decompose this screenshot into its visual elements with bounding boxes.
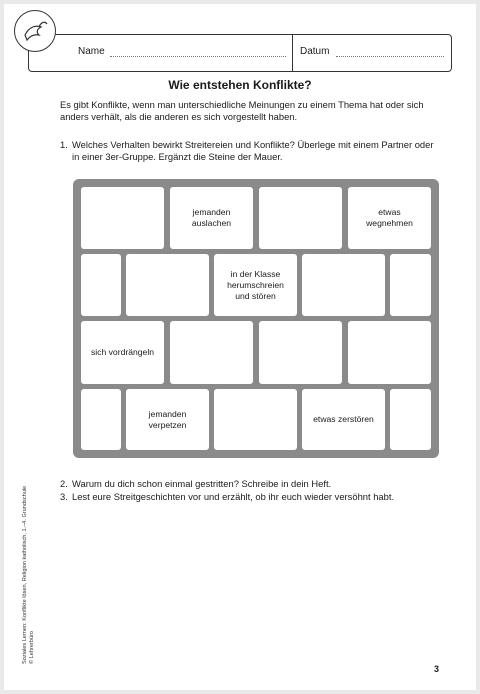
wall-brick[interactable]: [81, 254, 121, 316]
wall-brick[interactable]: [170, 321, 253, 384]
wall-brick[interactable]: [126, 254, 209, 316]
conflict-wall: [73, 179, 439, 458]
wall-brick[interactable]: [259, 321, 342, 384]
question-text: Lest eure Streitgeschichten vor und erzählt, ob ihr euch wieder versöhnt habt.: [72, 491, 395, 502]
header-divider: [292, 34, 293, 72]
date-field[interactable]: [336, 56, 444, 57]
name-field[interactable]: [110, 56, 286, 57]
wall-brick[interactable]: [390, 389, 431, 450]
page-number: 3: [434, 664, 440, 674]
wall-brick[interactable]: [81, 187, 164, 249]
worksheet-title: Wie entstehen Konflikte?: [168, 78, 312, 92]
question-number: 3.: [60, 491, 68, 502]
wall-brick[interactable]: etwas wegnehmen: [348, 187, 431, 249]
question-1: [60, 139, 440, 163]
question-number: 2.: [60, 478, 68, 489]
wall-brick[interactable]: [348, 321, 431, 384]
question-text: Welches Verhalten bewirkt Streitereien und Konflikte? Überlege mit einem Partner oder in einer 3er-Gruppe. Ergänzt die Steine der Mauer.: [72, 139, 434, 162]
question-2: [60, 478, 440, 490]
question-3: [60, 491, 440, 503]
question-number: 1.: [60, 139, 68, 150]
wall-brick[interactable]: in der Klasse herumschreien und stören: [214, 254, 297, 316]
wall-brick[interactable]: [390, 254, 431, 316]
question-text: Warum du dich schon einmal gestritten? Schreibe in dein Heft.: [72, 478, 332, 489]
intro-text: Es gibt Konflikte, wenn man unterschiedliche Meinungen zu einem Thema hat oder sich anders verhält, als die anderen es sich vorgestellt haben.: [60, 99, 424, 122]
copyright-credit: Soziales Lernen: Konflikte lösen, Religion katholisch, 1.–4. Grundschule © Lehrerbüro: [22, 485, 35, 664]
worksheet-page: [4, 4, 476, 690]
wall-brick[interactable]: [81, 389, 121, 450]
wall-brick[interactable]: etwas zerstören: [302, 389, 385, 450]
wall-brick[interactable]: jemanden verpetzen: [126, 389, 209, 450]
wall-brick[interactable]: [214, 389, 297, 450]
wall-brick[interactable]: [259, 187, 342, 249]
wall-brick[interactable]: sich vordrängeln: [81, 321, 164, 384]
date-label: Datum: [300, 46, 330, 57]
name-label: Name: [78, 46, 105, 57]
wall-brick[interactable]: [302, 254, 385, 316]
dove-logo-icon: [14, 10, 56, 52]
wall-brick[interactable]: jemanden auslachen: [170, 187, 253, 249]
